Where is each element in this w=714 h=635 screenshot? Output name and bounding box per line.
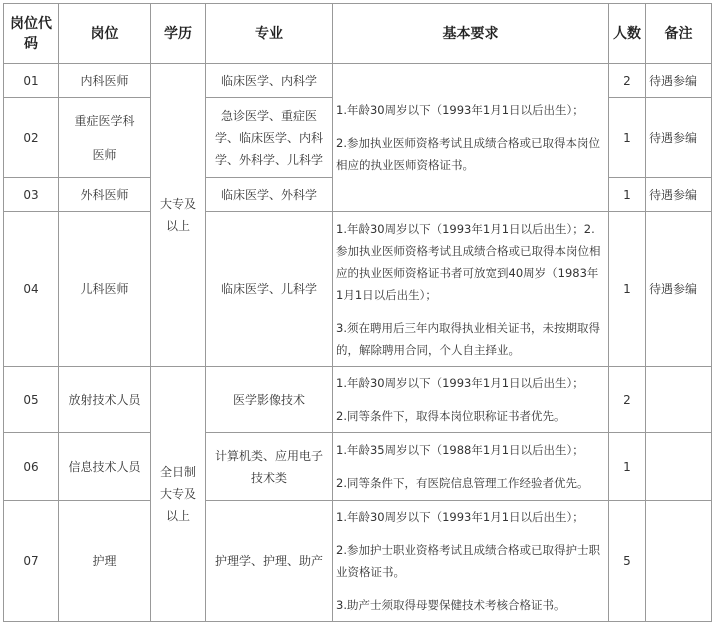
post-name: 放射技术人员 <box>59 367 151 433</box>
requirements <box>333 433 609 501</box>
major: 临床医学、儿科学 <box>206 212 333 367</box>
requirements <box>333 367 609 433</box>
header-note: 备注 <box>646 4 712 64</box>
note <box>646 433 712 501</box>
requirement-item: 1.年龄30周岁以下（1993年1月1日以后出生）； <box>336 103 584 117</box>
requirement-item: 1.年龄30周岁以下（1993年1月1日以后出生）； <box>336 510 584 524</box>
header-code: 岗位代码 <box>4 4 59 64</box>
requirement-item: 2.同等条件下，取得本岗位职称证书者优先。 <box>336 409 566 423</box>
edu-requirement <box>151 64 206 367</box>
table-row <box>4 433 712 501</box>
requirement-item: 1.年龄30周岁以下（1993年1月1日以后出生）； <box>336 376 584 390</box>
post-name: 重症医学科医师 <box>59 98 151 178</box>
header-edu: 学历 <box>151 4 206 64</box>
post-name: 儿科医师 <box>59 212 151 367</box>
major: 急诊医学、重症医学、临床医学、内科学、外科学、儿科学 <box>206 98 333 178</box>
major: 护理学、护理、助产 <box>206 501 333 622</box>
major: 计算机类、应用电子技术类 <box>206 433 333 501</box>
post-code: 01 <box>4 64 59 98</box>
edu-requirement <box>151 367 206 622</box>
major: 医学影像技术 <box>206 367 333 433</box>
headcount: 1 <box>609 212 646 367</box>
edu-label: 全日制大专及以上 <box>159 465 196 523</box>
table-row <box>4 64 712 98</box>
note: 待遇参编 <box>646 98 712 178</box>
major: 临床医学、内科学 <box>206 64 333 98</box>
header-post: 岗位 <box>59 4 151 64</box>
note: 待遇参编 <box>646 64 712 98</box>
header-requirements: 基本要求 <box>333 4 609 64</box>
header-row <box>4 4 712 64</box>
note: 待遇参编 <box>646 178 712 212</box>
headcount: 1 <box>609 178 646 212</box>
requirement-item: 3.助产士须取得母婴保健技术考核合格证书。 <box>336 598 566 612</box>
edu-label: 大专及以上 <box>159 197 196 233</box>
post-code: 07 <box>4 501 59 622</box>
post-code: 04 <box>4 212 59 367</box>
post-name: 信息技术人员 <box>59 433 151 501</box>
note <box>646 367 712 433</box>
requirement-item: 2.同等条件下，有医院信息管理工作经验者优先。 <box>336 476 589 490</box>
note <box>646 501 712 622</box>
headcount: 1 <box>609 98 646 178</box>
requirements <box>333 64 609 212</box>
major: 临床医学、外科学 <box>206 178 333 212</box>
post-code: 02 <box>4 98 59 178</box>
table-row <box>4 501 712 622</box>
headcount: 2 <box>609 64 646 98</box>
table-row <box>4 367 712 433</box>
headcount: 2 <box>609 367 646 433</box>
table-row <box>4 212 712 367</box>
requirements <box>333 501 609 622</box>
post-code: 06 <box>4 433 59 501</box>
requirement-item: 2.参加护士职业资格考试且成绩合格或已取得护士职业资格证书。 <box>336 543 600 579</box>
note: 待遇参编 <box>646 212 712 367</box>
post-name: 护理 <box>59 501 151 622</box>
headcount: 5 <box>609 501 646 622</box>
requirement-item: 1.年龄35周岁以下（1988年1月1日以后出生）； <box>336 443 584 457</box>
requirement-item: 3.须在聘用后三年内取得执业相关证书，未按期取得的，解除聘用合同，个人自主择业。 <box>336 320 600 357</box>
post-name: 内科医师 <box>59 64 151 98</box>
post-code: 05 <box>4 367 59 433</box>
header-count: 人数 <box>609 4 646 64</box>
post-name: 外科医师 <box>59 178 151 212</box>
headcount: 1 <box>609 433 646 501</box>
requirements <box>333 212 609 367</box>
recruitment-table <box>3 3 712 622</box>
post-code: 03 <box>4 178 59 212</box>
requirement-item: 1.年龄30周岁以下（1993年1月1日以后出生）；2.参加执业医师资格考试且成绩合格或已取得本岗位相应的执业医师资格证书者可放宽到40周岁（1983年1月1日以后出生）； <box>336 221 601 302</box>
requirement-item: 2.参加执业医师资格考试且成绩合格或已取得本岗位相应的执业医师资格证书。 <box>336 136 600 172</box>
header-major: 专业 <box>206 4 333 64</box>
